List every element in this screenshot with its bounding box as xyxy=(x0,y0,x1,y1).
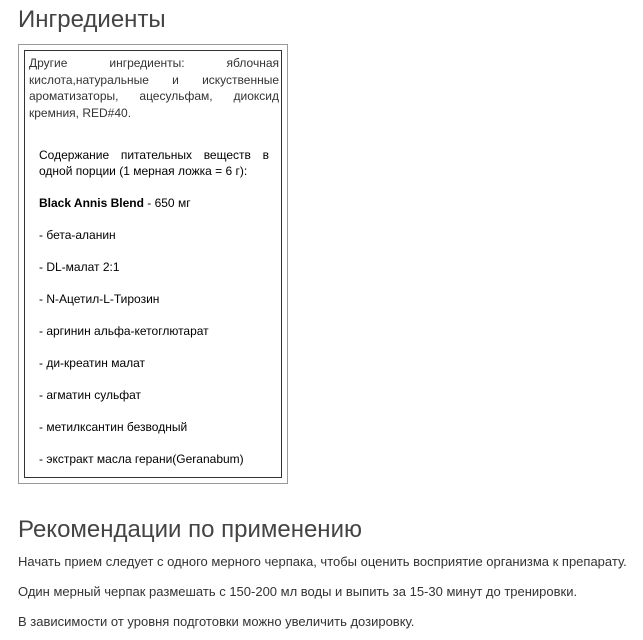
ingredients-table-cell xyxy=(24,50,282,478)
other-ingredients-text: Другие ингредиенты: яблочная кислота,натуральные и искуственные ароматизаторы, ацесульфам, диоксид кремния, RED#40. xyxy=(29,56,279,120)
list-item: - экстракт масла герани(Geranabum) xyxy=(39,452,244,466)
blend-line xyxy=(39,195,191,211)
usage-paragraph: В зависимости от уровня подготовки можно увеличить дозировку. xyxy=(18,614,415,629)
blend-name: Black Annis Blend xyxy=(39,196,144,210)
usage-heading: Рекомендации по применению xyxy=(18,516,362,543)
ingredients-table xyxy=(18,44,288,484)
blend-ingredient-list xyxy=(39,227,244,483)
list-item: - ди-креатин малат xyxy=(39,356,146,370)
usage-paragraph: Начать прием следует с одного мерного черпака, чтобы оценить восприятие организма к препарату. xyxy=(18,554,627,569)
list-item: - аргинин альфа-кетоглютарат xyxy=(39,324,209,338)
list-item: - N-Ацетил-L-Тирозин xyxy=(39,292,160,306)
usage-paragraph: Один мерный черпак размешать с 150-200 мл воды и выпить за 15-30 минут до тренировки. xyxy=(18,584,578,599)
ingredients-heading: Ингредиенты xyxy=(18,6,166,33)
list-item: - метилксантин безводный xyxy=(39,420,188,434)
blend-amount: - 650 мг xyxy=(143,196,191,210)
list-item: - агматин сульфат xyxy=(39,388,141,402)
list-item: - бета-аланин xyxy=(39,228,116,242)
list-item: - DL-малат 2:1 xyxy=(39,260,120,274)
nutrition-intro-text: Содержание питательных веществ в одной порции (1 мерная ложка = 6 г): xyxy=(39,148,269,178)
